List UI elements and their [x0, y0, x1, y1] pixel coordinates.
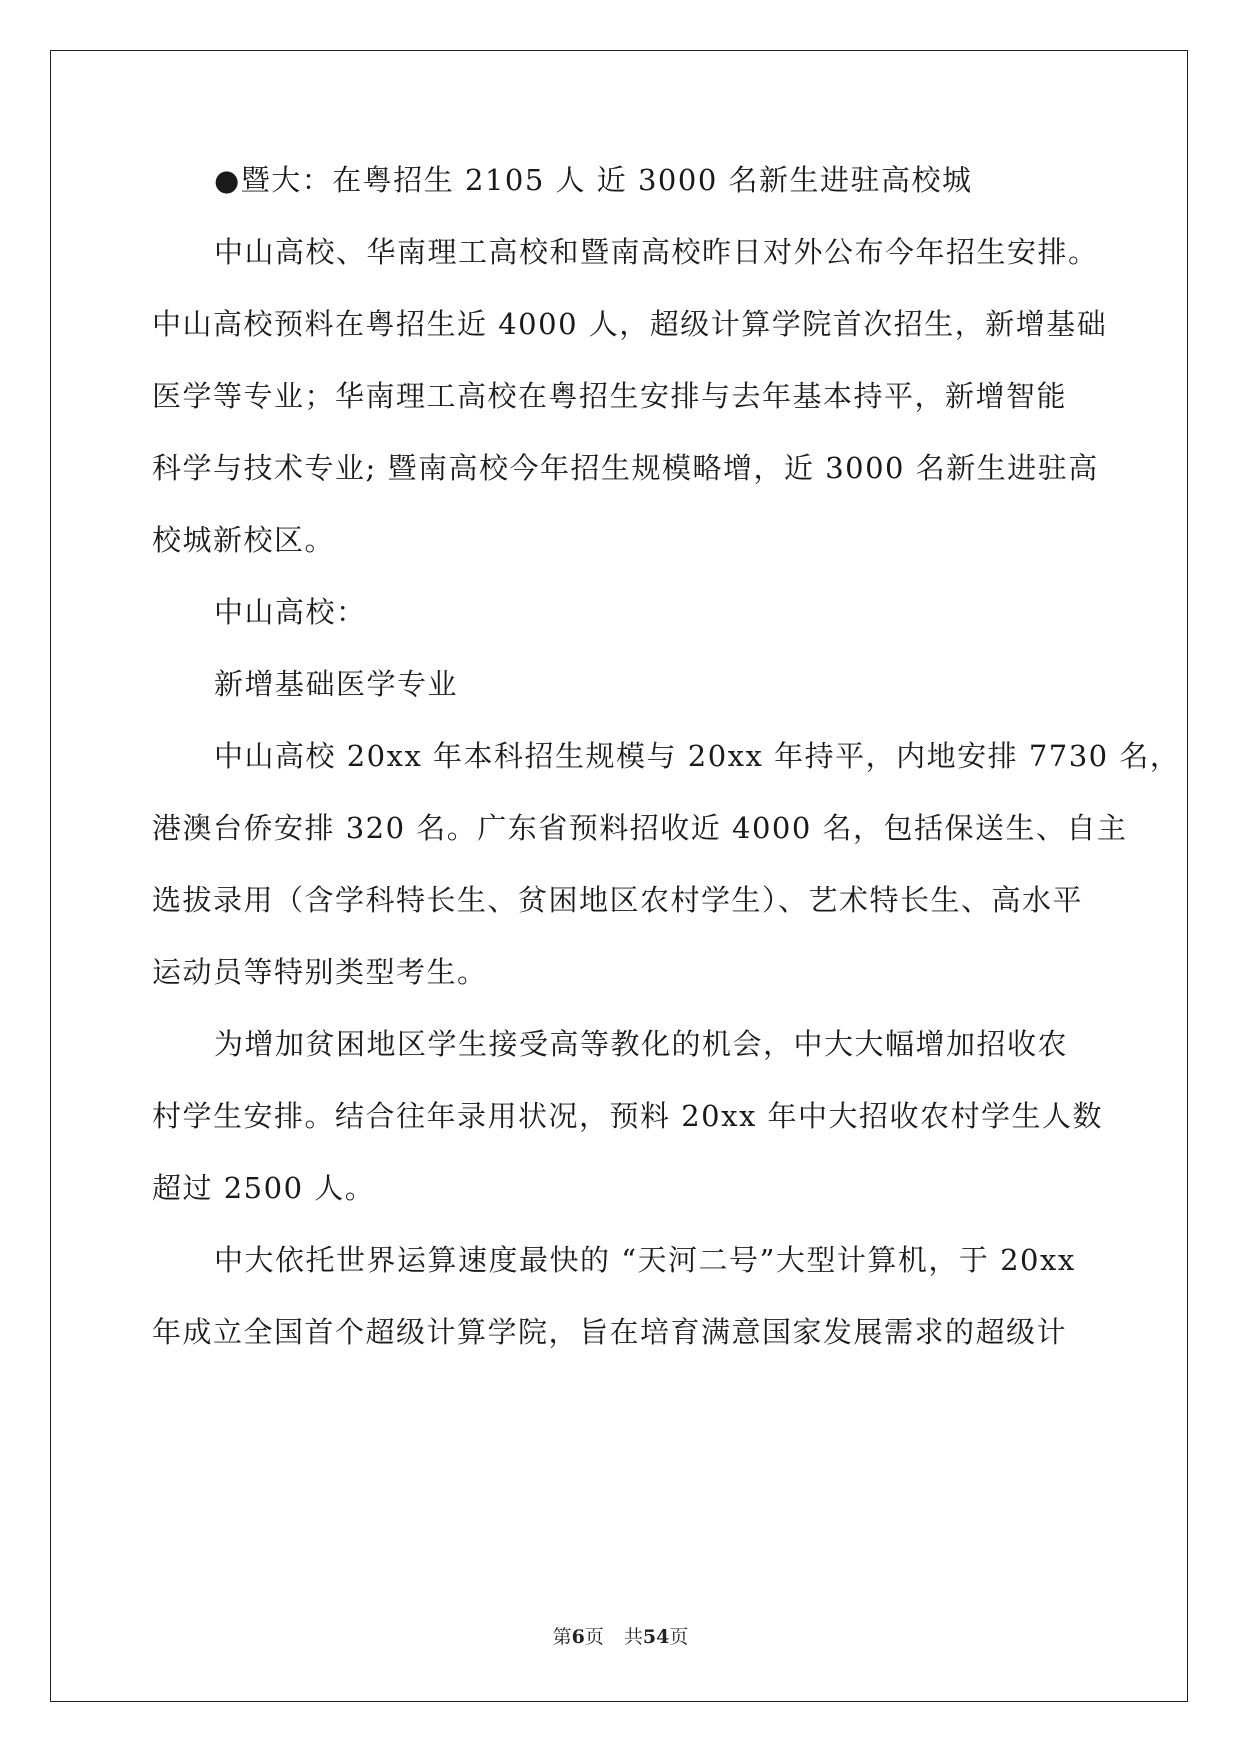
page-border: [50, 50, 1188, 1702]
section-heading: ●暨大：在粤招生 2105 人 近 3000 名新生进驻高校城: [214, 163, 973, 197]
total-page-count: 54: [642, 1626, 670, 1648]
paragraph-line: 校城新校区。: [152, 523, 336, 557]
footer-total-prefix: 共: [623, 1626, 643, 1648]
paragraph-line: 年成立全国首个超级计算学院，旨在培育满意国家发展需求的超级计: [152, 1315, 1068, 1349]
paragraph-line: 医学等专业；华南理工高校在粤招生安排与去年基本持平，新增智能: [152, 379, 1068, 413]
paragraph-line: 中山高校 20xx 年本科招生规模与 20xx 年持平，内地安排 7730 名，: [214, 739, 1181, 773]
paragraph-line: 中大依托世界运算速度最快的 “天河二号”大型计算机，于 20xx: [214, 1243, 1076, 1277]
paragraph-line: 选拔录用（含学科特长生、贫困地区农村学生）、艺术特长生、高水平: [152, 883, 1084, 917]
footer-prefix: 第: [552, 1626, 572, 1648]
paragraph-line: 运动员等特别类型考生。: [152, 955, 488, 989]
paragraph-line: 超过 2500 人。: [152, 1171, 376, 1205]
subheading: 新增基础医学专业: [214, 667, 459, 701]
paragraph-line: 为增加贫困地区学生接受高等教化的机会，中大大幅增加招收农: [214, 1027, 1069, 1061]
paragraph-line: 科学与技术专业; 暨南高校今年招生规模略增，近 3000 名新生进驻高: [152, 451, 1099, 485]
current-page-number: 6: [571, 1626, 585, 1648]
paragraph-line: 港澳台侨安排 320 名。广东省预料招收近 4000 名，包括保送生、自主: [152, 811, 1128, 845]
subheading: 中山高校：: [214, 595, 367, 629]
paragraph-line: 村学生安排。结合往年录用状况，预料 20xx 年中大招收农村学生人数: [152, 1099, 1104, 1133]
footer-page-suffix: 页: [584, 1626, 604, 1648]
paragraph-line: 中山高校预料在粤招生近 4000 人，超级计算学院首次招生，新增基础: [152, 307, 1108, 341]
paragraph-line: 中山高校、华南理工高校和暨南高校昨日对外公布今年招生安排。: [214, 235, 1099, 269]
page-footer: [0, 1625, 1241, 1649]
footer-total-suffix: 页: [669, 1626, 689, 1648]
